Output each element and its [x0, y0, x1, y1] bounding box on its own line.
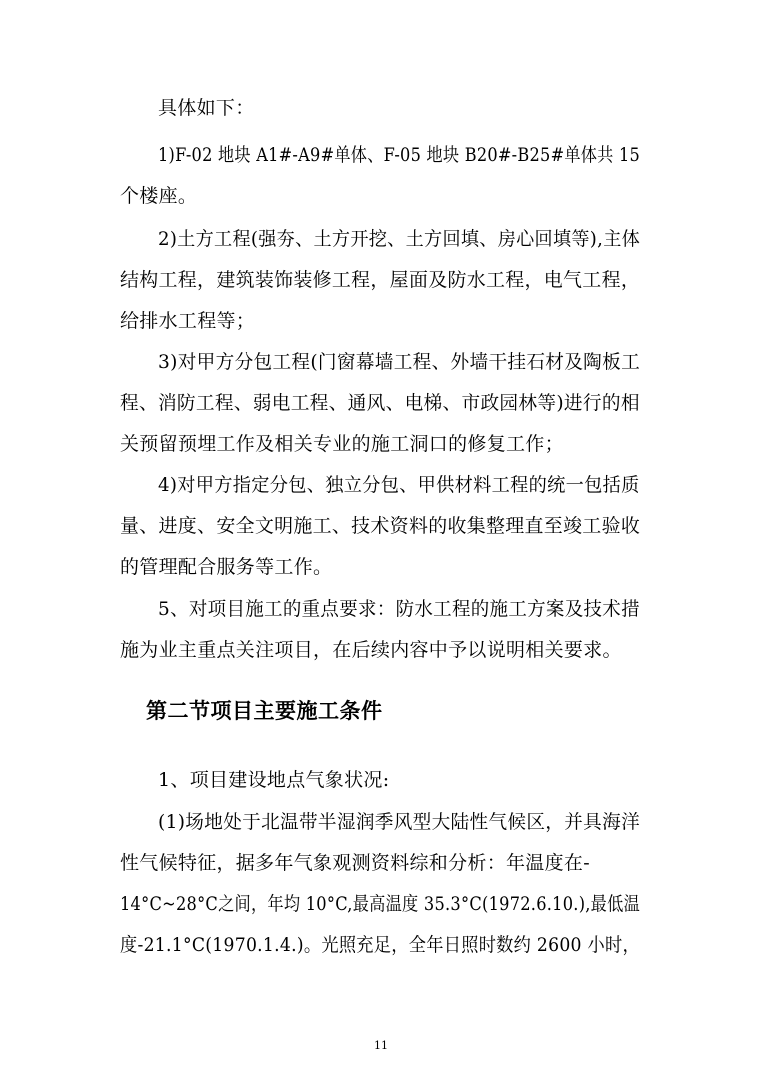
intro-text: 具体如下： [158, 97, 255, 119]
page-number: 11 [374, 1039, 388, 1052]
item-4-line-1: 4)对甲方指定分包、独立分包、甲供材料工程的统一包括质 [158, 474, 640, 496]
climate-line-3: 14°C~28°C之间，年均 10°C,最高温度 35.3°C(1972.6.10.),最低温 [120, 893, 641, 915]
subsection-title: 1、项目建设地点气象状况: [158, 769, 390, 791]
item-2-line-3: 给排水工程等； [120, 310, 256, 332]
item-2-line-2: 结构工程，建筑装饰装修工程，屋面及防水工程，电气工程， [120, 269, 641, 291]
climate-line-2: 性气候特征，据多年气象观测资料综和分析：年温度在- [120, 852, 590, 874]
item-2-line-1: 2)土方工程(强夯、土方开挖、土方回填、房心回填等),主体 [158, 228, 641, 250]
item-1-line-2: 个楼座。 [120, 185, 198, 207]
item-5-line-2: 施为业主重点关注项目，在后续内容中予以说明相关要求。 [120, 639, 622, 661]
climate-line-4: 度-21.1°C(1970.1.4.)。光照充足，全年日照时数约 2600 小时， [120, 934, 640, 956]
item-3-line-1: 3)对甲方分包工程(门窗幕墙工程、外墙干挂石材及陶板工 [158, 351, 641, 373]
climate-line-1: (1)场地处于北温带半湿润季风型大陆性气候区，并具海洋 [158, 811, 641, 833]
item-1-line-1: 1)F-02 地块 A1#-A9#单体、F-05 地块 B20#-B25#单体共 15 [158, 144, 641, 166]
item-4-line-2: 量、进度、安全文明施工、技术资料的收集整理直至竣工验收 [120, 515, 641, 537]
section-heading: 第二节项目主要施工条件 [146, 698, 383, 723]
item-5-line-1: 5、对项目施工的重点要求：防水工程的施工方案及技术措 [158, 598, 640, 620]
item-3-line-2: 程、消防工程、弱电工程、通风、电梯、市政园林等)进行的相 [120, 392, 640, 414]
item-3-line-3: 关预留预埋工作及相关专业的施工洞口的修复工作； [120, 433, 564, 455]
item-4-line-3: 的管理配合服务等工作。 [120, 556, 333, 578]
